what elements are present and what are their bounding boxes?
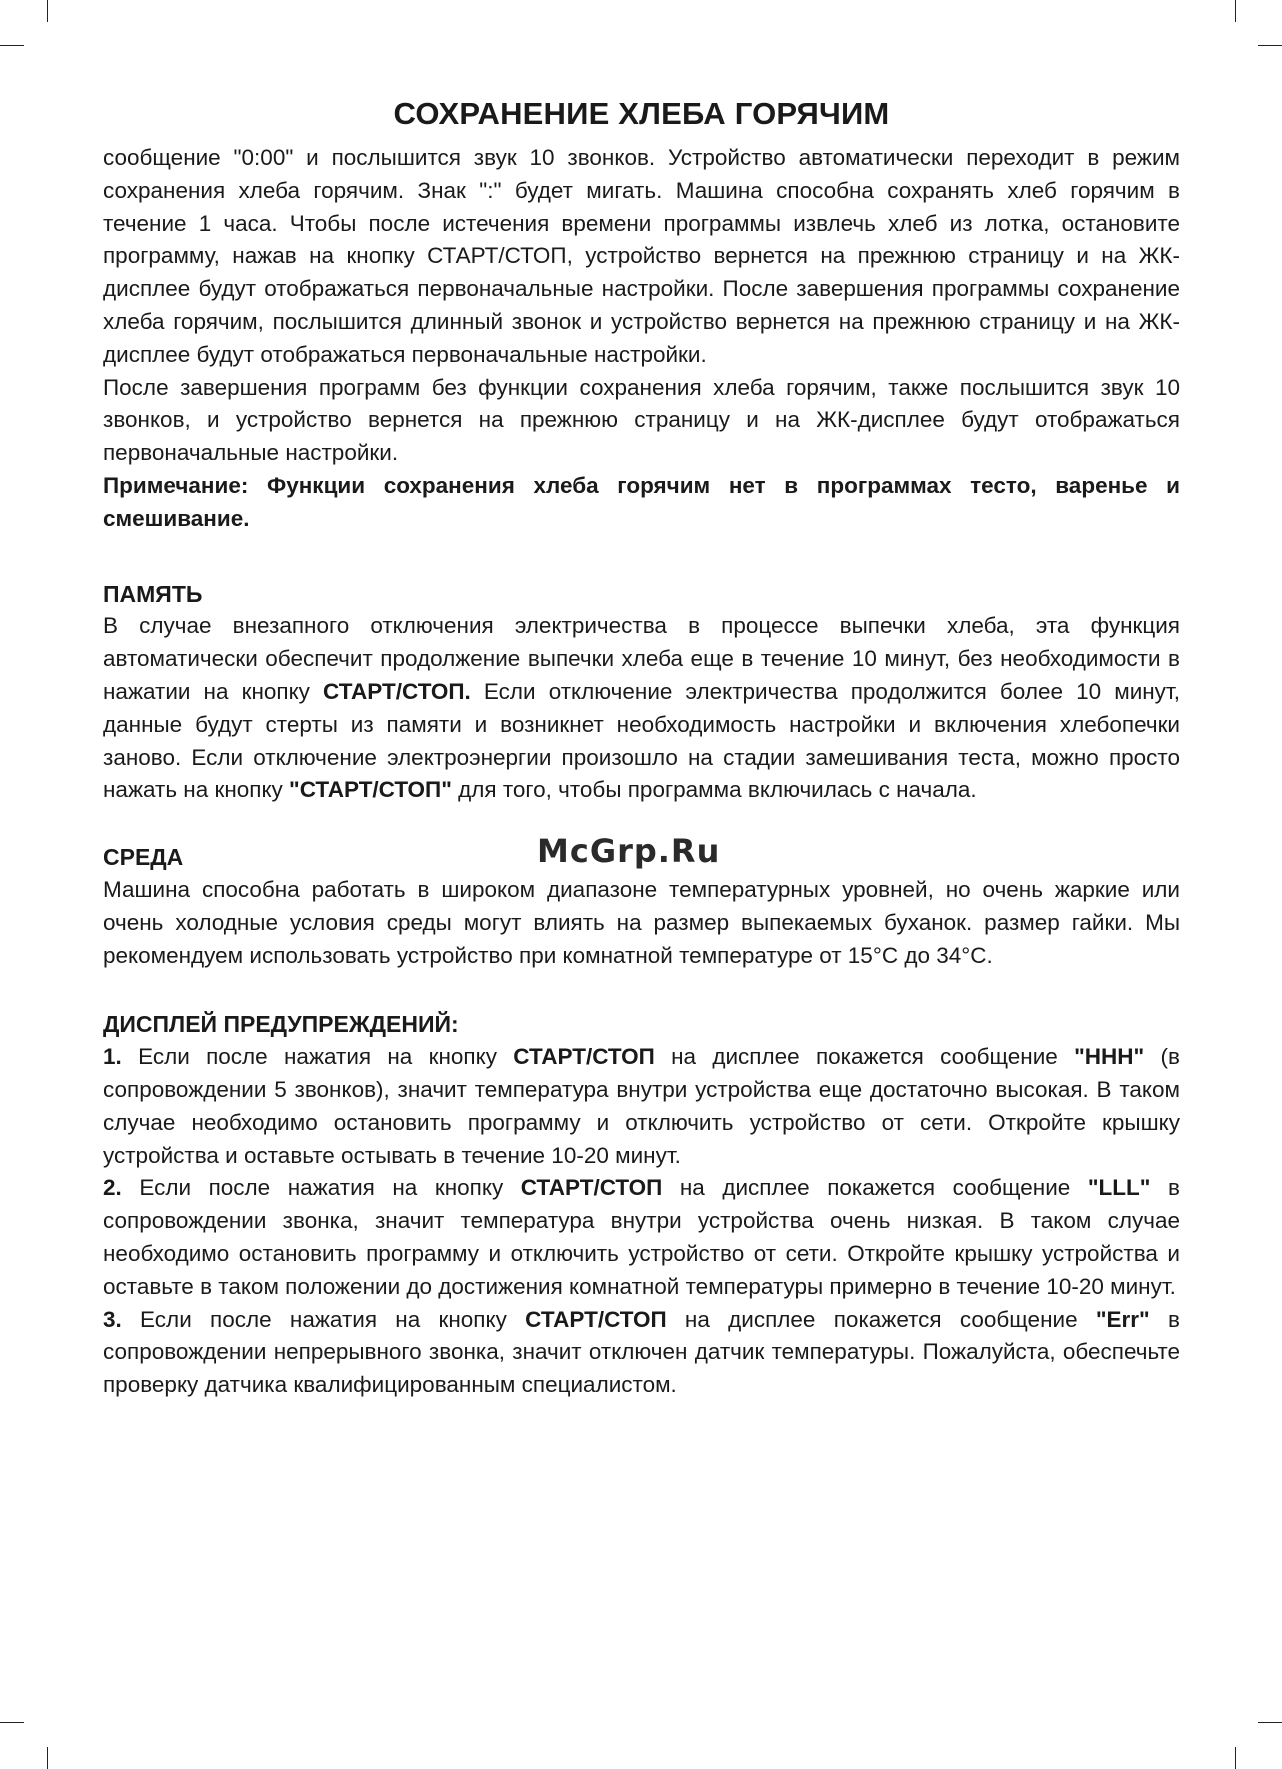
watermark: McGrp.Ru [537, 832, 721, 870]
crop-mark [1235, 0, 1236, 22]
crop-mark [0, 1722, 24, 1723]
crop-mark [47, 1747, 48, 1769]
warning-item-1: 1. Если после нажатия на кнопку СТАРТ/СТОП на дисплее покажется сообщение "HHH" (в сопровождении 5 звонков), значит температура внутри устройства еще достаточно высокая. В таком случае необходимо остановить программу и отключить устройство от сети. Откройте крышку устройства и оставьте остывать в течение 10-20 минут. [103, 1044, 1180, 1168]
error-code: "HHH" [1074, 1044, 1145, 1070]
warning-item-2: 2. Если после нажатия на кнопку СТАРТ/СТОП на дисплее покажется сообщение "LLL" в сопровождении звонка, значит температура внутри устройства очень низкая. В таком случае необходимо остановить программу и отключить устройство от сети. Откройте крышку устройства и оставьте в таком положении до достижения комнатной температуры примерно в течение 10-20 минут. [103, 1175, 1180, 1299]
crop-mark [0, 45, 24, 46]
intro-paragraph-2: После завершения программ без функции сохранения хлеба горячим, также послышится звук 10 звонков, и устройство вернется на прежнюю страницу и на ЖК-дисплее будут отображаться первоначальные настройки. [103, 374, 1180, 466]
document-page [103, 96, 1180, 1402]
memory-paragraph: В случае внезапного отключения электричества в процессе выпечки хлеба, эта функция автоматически обеспечит продолжение выпечки хлеба еще в течение 10 минут, без необходимости в нажатии на кнопку СТАРТ/СТОП. Если отключение электричества продолжится более 10 минут, данные будут стерты из памяти и возникнет необходимость настройки и включения хлебопечки заново. Если отключение электроэнергии произошло на стадии замешивания теста, можно просто нажать на кнопку "СТАРТ/СТОП" для того, чтобы программа включилась с начала. [103, 613, 1180, 803]
page-title: СОХРАНЕНИЕ ХЛЕБА ГОРЯЧИМ [393, 96, 890, 131]
memory-heading: ПАМЯТЬ [103, 580, 203, 607]
error-code: "Err" [1095, 1306, 1150, 1332]
note-paragraph: Примечание: Функции сохранения хлеба горячим нет в программах тесто, варенье и смешивание. [103, 472, 1180, 531]
error-code: "LLL" [1087, 1175, 1151, 1201]
environment-heading: СРЕДА [103, 844, 184, 871]
start-stop-label: СТАРТ/СТОП. [323, 678, 471, 704]
start-stop-label: "СТАРТ/СТОП" [289, 777, 452, 803]
crop-mark [1235, 1747, 1236, 1769]
crop-mark [47, 0, 48, 22]
warning-item-3: 3. Если после нажатия на кнопку СТАРТ/СТОП на дисплее покажется сообщение "Err" в сопровождении непрерывного звонка, значит отключен датчик температуры. Пожалуйста, обеспечьте проверку датчика квалифицированным специалистом. [103, 1306, 1180, 1398]
crop-mark [1258, 45, 1282, 46]
intro-paragraph: сообщение "0:00" и послышится звук 10 звонков. Устройство автоматически переходит в режим сохранения хлеба горячим. Знак ":" будет мигать. Машина способна сохранять хлеб горячим в течение 1 часа. Чтобы после истечения времени программы извлечь хлеб из лотка, остановите программу, нажав на кнопку СТАРТ/СТОП, устройство вернется на прежнюю страницу и на ЖК-дисплее будут отображаться первоначальные настройки. После завершения программы сохранение хлеба горячим, послышится длинный звонок и устройство вернется на прежнюю страницу и на ЖК-дисплее будут отображаться первоначальные настройки. [103, 145, 1180, 367]
environment-paragraph: Машина способна работать в широком диапазоне температурных уровней, но очень жаркие или очень холодные условия среды могут влиять на размер выпекаемых буханок. размер гайки. Мы рекомендуем использовать устройство при комнатной температуре от 15°С до 34°С. [103, 876, 1180, 968]
crop-mark [1258, 1722, 1282, 1723]
warnings-heading: ДИСПЛЕЙ ПРЕДУПРЕЖДЕНИЙ: [103, 1011, 459, 1038]
